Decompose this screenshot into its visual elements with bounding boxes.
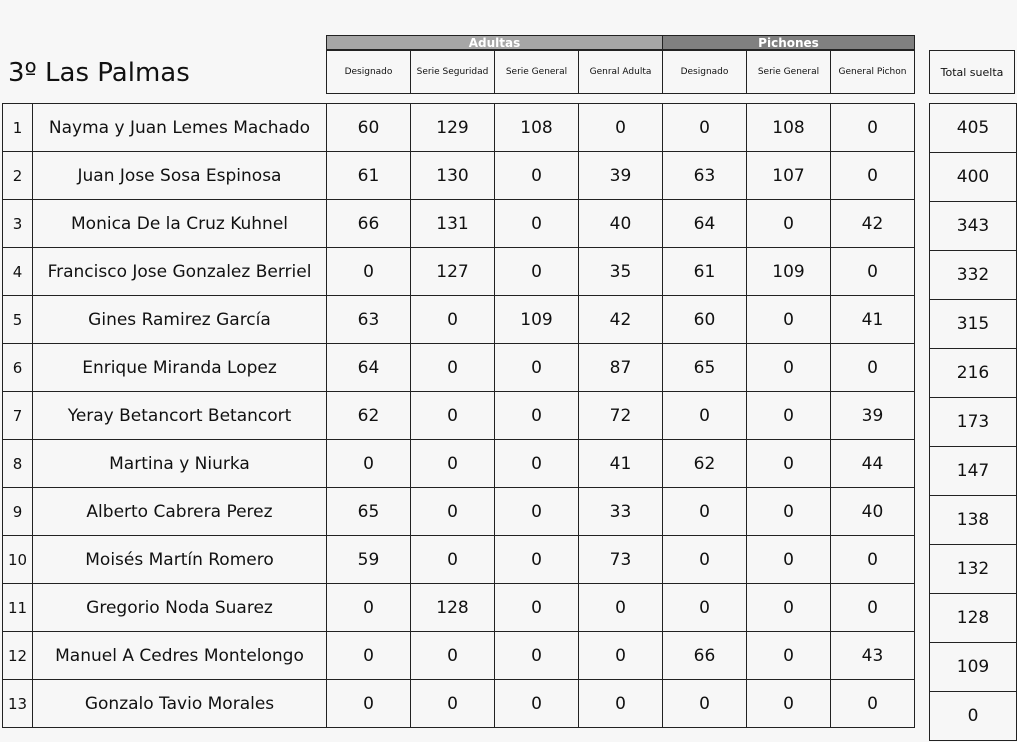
group-header-adultas: Adultas: [326, 35, 663, 50]
cell-adultas-general: 39: [579, 152, 663, 200]
cell-pichones-designado: 64: [663, 200, 747, 248]
cell-adultas-general: 73: [579, 536, 663, 584]
row-position: 10: [3, 536, 33, 584]
cell-pichones-serie-general: 0: [747, 440, 831, 488]
col-header-pichones-general: General Pichon: [830, 50, 915, 94]
row-position: 11: [3, 584, 33, 632]
cell-pichones-general: 0: [831, 584, 915, 632]
cell-adultas-designado: 0: [327, 248, 411, 296]
page-title: 3º Las Palmas: [8, 58, 190, 88]
row-position: 12: [3, 632, 33, 680]
cell-total: 128: [930, 594, 1017, 643]
cell-total: 400: [930, 153, 1017, 202]
cell-adultas-serie-general: 0: [495, 584, 579, 632]
row-name: Monica De la Cruz Kuhnel: [33, 200, 327, 248]
cell-adultas-serie-seguridad: 129: [411, 104, 495, 152]
cell-adultas-general: 40: [579, 200, 663, 248]
total-row: [930, 447, 1017, 496]
cell-pichones-general: 0: [831, 248, 915, 296]
cell-adultas-serie-general: 0: [495, 248, 579, 296]
row-name: Martina y Niurka: [33, 440, 327, 488]
cell-pichones-serie-general: 0: [747, 392, 831, 440]
cell-adultas-designado: 0: [327, 440, 411, 488]
cell-adultas-general: 87: [579, 344, 663, 392]
cell-pichones-serie-general: 0: [747, 488, 831, 536]
table-row: [3, 104, 915, 152]
row-name: Francisco Jose Gonzalez Berriel: [33, 248, 327, 296]
cell-adultas-designado: 62: [327, 392, 411, 440]
cell-adultas-designado: 60: [327, 104, 411, 152]
total-row: [930, 643, 1017, 692]
cell-adultas-serie-seguridad: 0: [411, 680, 495, 728]
cell-pichones-general: 0: [831, 344, 915, 392]
cell-adultas-general: 42: [579, 296, 663, 344]
cell-pichones-designado: 63: [663, 152, 747, 200]
cell-pichones-serie-general: 0: [747, 680, 831, 728]
col-header-total: Total suelta: [929, 50, 1015, 94]
col-header-pichones-designado: Designado: [662, 50, 747, 94]
cell-pichones-general: 43: [831, 632, 915, 680]
cell-adultas-designado: 61: [327, 152, 411, 200]
cell-pichones-serie-general: 0: [747, 632, 831, 680]
row-position: 6: [3, 344, 33, 392]
cell-total: 147: [930, 447, 1017, 496]
cell-adultas-serie-general: 0: [495, 344, 579, 392]
cell-pichones-general: 0: [831, 104, 915, 152]
total-row: [930, 692, 1017, 741]
row-name: Nayma y Juan Lemes Machado: [33, 104, 327, 152]
cell-total: 343: [930, 202, 1017, 251]
cell-adultas-designado: 0: [327, 632, 411, 680]
total-row: [930, 300, 1017, 349]
cell-adultas-general: 72: [579, 392, 663, 440]
cell-adultas-serie-general: 0: [495, 200, 579, 248]
table-row: [3, 152, 915, 200]
cell-pichones-serie-general: 0: [747, 344, 831, 392]
cell-adultas-serie-seguridad: 131: [411, 200, 495, 248]
cell-adultas-designado: 66: [327, 200, 411, 248]
cell-pichones-designado: 61: [663, 248, 747, 296]
table-row: [3, 680, 915, 728]
cell-adultas-general: 0: [579, 104, 663, 152]
table-row: [3, 296, 915, 344]
cell-total: 138: [930, 496, 1017, 545]
cell-pichones-general: 41: [831, 296, 915, 344]
group-header-pichones: Pichones: [662, 35, 915, 50]
cell-total: 132: [930, 545, 1017, 594]
table-row: [3, 392, 915, 440]
row-name: Yeray Betancort Betancort: [33, 392, 327, 440]
table-row: [3, 632, 915, 680]
cell-adultas-general: 41: [579, 440, 663, 488]
cell-pichones-general: 0: [831, 536, 915, 584]
cell-pichones-serie-general: 108: [747, 104, 831, 152]
cell-adultas-general: 33: [579, 488, 663, 536]
cell-adultas-designado: 65: [327, 488, 411, 536]
col-header-adultas-serie-general: Serie General: [494, 50, 579, 94]
row-name: Moisés Martín Romero: [33, 536, 327, 584]
cell-adultas-serie-general: 0: [495, 440, 579, 488]
cell-adultas-designado: 0: [327, 680, 411, 728]
col-header-pichones-serie-general: Serie General: [746, 50, 831, 94]
cell-adultas-general: 0: [579, 680, 663, 728]
table-row: [3, 488, 915, 536]
row-position: 1: [3, 104, 33, 152]
cell-adultas-serie-seguridad: 0: [411, 488, 495, 536]
cell-adultas-serie-general: 0: [495, 392, 579, 440]
cell-pichones-designado: 60: [663, 296, 747, 344]
total-row: [930, 594, 1017, 643]
cell-pichones-general: 42: [831, 200, 915, 248]
row-position: 2: [3, 152, 33, 200]
table-row: [3, 200, 915, 248]
cell-pichones-serie-general: 0: [747, 296, 831, 344]
row-position: 8: [3, 440, 33, 488]
table-row: [3, 440, 915, 488]
cell-total: 173: [930, 398, 1017, 447]
table-row: [3, 536, 915, 584]
cell-adultas-general: 0: [579, 584, 663, 632]
cell-pichones-serie-general: 0: [747, 200, 831, 248]
cell-adultas-serie-seguridad: 127: [411, 248, 495, 296]
col-header-adultas-serie-seguridad: Serie Seguridad: [410, 50, 495, 94]
cell-pichones-general: 39: [831, 392, 915, 440]
cell-adultas-designado: 63: [327, 296, 411, 344]
cell-pichones-general: 44: [831, 440, 915, 488]
cell-adultas-serie-general: 109: [495, 296, 579, 344]
total-row: [930, 202, 1017, 251]
row-name: Juan Jose Sosa Espinosa: [33, 152, 327, 200]
cell-total: 216: [930, 349, 1017, 398]
cell-adultas-serie-seguridad: 0: [411, 392, 495, 440]
row-name: Gonzalo Tavio Morales: [33, 680, 327, 728]
cell-pichones-designado: 0: [663, 488, 747, 536]
cell-adultas-serie-general: 0: [495, 632, 579, 680]
row-position: 9: [3, 488, 33, 536]
cell-pichones-designado: 62: [663, 440, 747, 488]
cell-total: 332: [930, 251, 1017, 300]
cell-pichones-general: 0: [831, 152, 915, 200]
cell-adultas-general: 0: [579, 632, 663, 680]
row-name: Gregorio Noda Suarez: [33, 584, 327, 632]
total-row: [930, 496, 1017, 545]
total-row: [930, 153, 1017, 202]
row-name: Manuel A Cedres Montelongo: [33, 632, 327, 680]
totals-table: [929, 103, 1017, 741]
row-position: 3: [3, 200, 33, 248]
cell-adultas-serie-general: 0: [495, 680, 579, 728]
total-row: [930, 251, 1017, 300]
cell-adultas-serie-seguridad: 0: [411, 632, 495, 680]
cell-pichones-serie-general: 109: [747, 248, 831, 296]
row-name: Alberto Cabrera Perez: [33, 488, 327, 536]
col-header-adultas-general: Genral Adulta: [578, 50, 663, 94]
total-row: [930, 545, 1017, 594]
cell-pichones-general: 40: [831, 488, 915, 536]
cell-adultas-serie-seguridad: 0: [411, 440, 495, 488]
cell-pichones-designado: 0: [663, 536, 747, 584]
cell-total: 405: [930, 104, 1017, 153]
results-table: [2, 103, 915, 728]
row-position: 7: [3, 392, 33, 440]
table-row: [3, 248, 915, 296]
cell-pichones-serie-general: 0: [747, 536, 831, 584]
row-position: 13: [3, 680, 33, 728]
cell-total: 315: [930, 300, 1017, 349]
cell-pichones-designado: 0: [663, 104, 747, 152]
total-row: [930, 104, 1017, 153]
cell-pichones-designado: 0: [663, 680, 747, 728]
row-position: 5: [3, 296, 33, 344]
cell-pichones-designado: 66: [663, 632, 747, 680]
cell-adultas-serie-general: 108: [495, 104, 579, 152]
cell-adultas-designado: 0: [327, 584, 411, 632]
cell-total: 0: [930, 692, 1017, 741]
cell-adultas-designado: 59: [327, 536, 411, 584]
cell-pichones-serie-general: 0: [747, 584, 831, 632]
cell-adultas-serie-seguridad: 0: [411, 296, 495, 344]
cell-adultas-general: 35: [579, 248, 663, 296]
cell-adultas-serie-seguridad: 0: [411, 344, 495, 392]
cell-adultas-serie-general: 0: [495, 536, 579, 584]
cell-adultas-serie-seguridad: 0: [411, 536, 495, 584]
cell-total: 109: [930, 643, 1017, 692]
cell-pichones-general: 0: [831, 680, 915, 728]
table-row: [3, 344, 915, 392]
total-row: [930, 349, 1017, 398]
row-position: 4: [3, 248, 33, 296]
cell-pichones-designado: 65: [663, 344, 747, 392]
cell-pichones-designado: 0: [663, 392, 747, 440]
cell-adultas-designado: 64: [327, 344, 411, 392]
cell-adultas-serie-general: 0: [495, 152, 579, 200]
row-name: Gines Ramirez García: [33, 296, 327, 344]
row-name: Enrique Miranda Lopez: [33, 344, 327, 392]
table-row: [3, 584, 915, 632]
cell-pichones-designado: 0: [663, 584, 747, 632]
cell-pichones-serie-general: 107: [747, 152, 831, 200]
total-row: [930, 398, 1017, 447]
cell-adultas-serie-seguridad: 130: [411, 152, 495, 200]
cell-adultas-serie-seguridad: 128: [411, 584, 495, 632]
cell-adultas-serie-general: 0: [495, 488, 579, 536]
col-header-adultas-designado: Designado: [326, 50, 411, 94]
